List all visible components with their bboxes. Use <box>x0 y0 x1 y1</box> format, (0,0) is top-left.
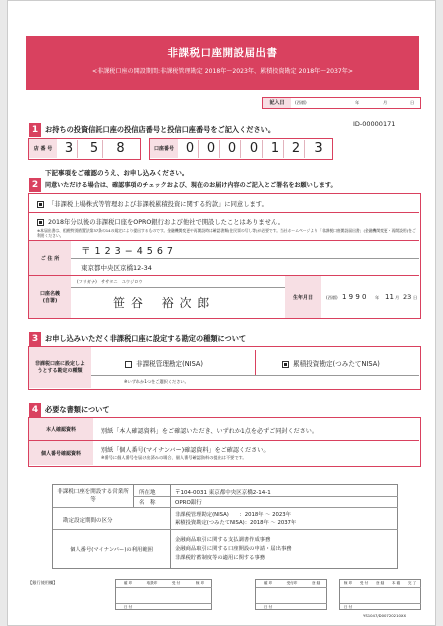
business-org-label: 非課税口座を開設する営業所等 <box>57 489 129 503</box>
mynumber-usage-label: 個人番号(マイナンバー)の利用範囲 <box>70 547 153 553</box>
birth-year[interactable]: 1 9 9 0 <box>342 293 367 301</box>
agreement-checkbox-1[interactable] <box>37 199 268 208</box>
section-3-box <box>28 346 421 390</box>
branch-digit: 5 <box>86 140 103 158</box>
stamp-cell-label: 登 録 <box>311 581 321 585</box>
divider <box>91 375 419 376</box>
option-nisa[interactable] <box>125 358 203 368</box>
address-label: ご 住 所 <box>29 241 71 275</box>
section-2-badge: 2 <box>29 178 41 192</box>
intro-line-1: 下記事項をご確認のうえ、お申し込みください。 <box>45 169 189 177</box>
identity-doc-label: 本人確認資料 <box>29 418 93 440</box>
divider <box>133 496 398 497</box>
birth-month[interactable]: 11 <box>385 293 394 301</box>
divider <box>256 587 327 588</box>
account-digit: 2 <box>288 140 305 158</box>
divider <box>340 587 421 588</box>
mynumber-doc-label: 個人番号確認資料 <box>29 441 93 465</box>
entry-date-day-unit: 日 <box>410 100 415 105</box>
divider <box>116 587 212 588</box>
mynumber-usage-line-3: 非課税貯蓄制度等の適用に関する事務 <box>175 555 266 561</box>
section-2-note: ※本届出書は、租税特別措置法第37条の14の規定により提出するものです。金融機関変更や再開設時は確認書類(住民票の写し等)が必要です。当社ホームページより「非課税口座開設届出書」(金融機関変更・再開設用)をご利用ください。 <box>37 228 416 238</box>
date-label: 日 付 <box>263 605 273 609</box>
section-2-box <box>28 193 421 319</box>
entry-date-label: 記入日 <box>263 98 291 108</box>
account-number-field[interactable] <box>149 138 333 160</box>
section-3-title: お申し込みいただく非課税口座に設定する勘定の種類について <box>45 334 247 343</box>
birth-year-unit: 年 <box>375 295 380 300</box>
divider <box>71 287 285 288</box>
section-1-badge: 1 <box>29 123 41 137</box>
stamp-cell-label: 検 印 <box>343 581 353 585</box>
account-name-label <box>29 276 71 318</box>
divider <box>340 603 421 604</box>
date-label: 日 付 <box>343 605 353 609</box>
birth-day[interactable]: 23 <box>403 293 412 301</box>
branch-number-label: 店 番 号 <box>29 139 57 158</box>
stamp-cell-label: 取扱印 <box>146 581 158 585</box>
branch-digit: 3 <box>61 140 78 158</box>
checkbox-checked-icon[interactable] <box>37 219 44 226</box>
entry-date-era: (西暦) <box>295 100 307 105</box>
section-4-box <box>28 417 421 467</box>
mynumber-usage-line-1: 金融商品取引に関する支払調書作成事務 <box>175 537 271 543</box>
branch-digit: 8 <box>116 141 125 156</box>
postal-mark: 〒 <box>81 246 92 257</box>
stamp-cell-label: 確 印 <box>263 581 273 585</box>
agreement-text-2: 2018年分以後の非課税口座をOPRO銀行および他社で開設したことはありません。 <box>48 219 284 226</box>
address-field[interactable]: 東京都中央区京橋12-34 <box>81 264 152 272</box>
stamp-cell-label: 検 印 <box>195 581 205 585</box>
account-name-label-text: 口座名義 <box>39 291 60 297</box>
checkbox-checked-icon[interactable] <box>282 361 289 368</box>
stamp-cell-label: 確 印 <box>123 581 133 585</box>
account-digit: 0 <box>203 140 220 158</box>
account-type-label: 非課税口座に設定しようとする勘定の種類 <box>29 347 91 388</box>
form-subtitle: <非課税口座の開設期間:非課税管理勘定 2018年〜2023年、累積投資勘定 2018年〜2037年> <box>92 68 353 75</box>
divider <box>116 603 212 604</box>
divider <box>71 258 419 259</box>
account-digit: 0 <box>246 140 263 158</box>
stamp-cell-label: 受付印 <box>286 581 298 585</box>
stamp-cell-label: 登 録 <box>375 581 385 585</box>
form-header <box>26 36 419 90</box>
business-info-table <box>52 484 398 569</box>
period-label: 勘定設定期間の区分 <box>63 518 113 524</box>
option-tsumitate-nisa[interactable] <box>282 358 380 368</box>
section-4-badge: 4 <box>29 403 41 417</box>
stamp-cell-label: 本 確 <box>391 581 401 585</box>
branch-number-field[interactable] <box>28 138 141 160</box>
postal-code: 1 2 3 − 4 5 6 7 <box>94 246 174 257</box>
form-code: YS1047/D00720210XX <box>363 613 407 618</box>
entry-date-year-unit: 年 <box>355 100 360 105</box>
document-id: ID-00000171 <box>353 120 396 128</box>
period-line-1: 非課税管理勘定(NISA) ：2018年 〜 2023年 <box>175 512 291 518</box>
account-digit: 0 <box>224 140 241 158</box>
account-name-label-sub: (自署) <box>42 298 58 304</box>
stamp-cell-label: 完 了 <box>407 581 417 585</box>
option-tsumitate-label: 累積投資勘定(つみたてNISA) <box>293 360 380 368</box>
business-name-label: 名 称 <box>139 500 156 506</box>
checkbox-checked-icon[interactable] <box>37 201 44 208</box>
section-3-badge: 3 <box>29 332 41 346</box>
entry-date-field[interactable] <box>262 97 421 109</box>
business-name-value: OPRO銀行 <box>175 500 202 506</box>
bank-use-box-1 <box>115 579 212 610</box>
furigana-label: (フリガナ) <box>77 279 97 284</box>
checkbox-empty-icon[interactable] <box>125 361 132 368</box>
postal-code-field[interactable] <box>81 243 173 257</box>
divider <box>53 529 398 530</box>
divider <box>170 485 171 569</box>
stamp-cell-label: 受 付 <box>171 581 181 585</box>
account-name-signature[interactable]: 笹 谷 裕 次 郎 <box>113 296 211 310</box>
divider <box>53 507 398 508</box>
mynumber-usage-line-2: 金融商品取引に関する口座開設の申請・届出事務 <box>175 546 292 552</box>
divider <box>29 212 419 213</box>
date-label: 日 付 <box>123 605 133 609</box>
agreement-text-1: 「非課税上場株式等管理および非課税累積投資に関する約款」に同意します。 <box>48 201 268 208</box>
section-1-title: お持ちの投資信託口座の投信店番号と投信口座番号をご記入ください。 <box>45 125 276 134</box>
option-nisa-label: 非課税管理勘定(NISA) <box>136 360 203 368</box>
form-title: 非課税口座開設届出書 <box>167 47 278 59</box>
divider <box>29 275 419 276</box>
furigana-field[interactable]: ササタニ ユウジロウ <box>101 279 143 284</box>
divider <box>255 350 256 375</box>
bank-use-box-2 <box>255 579 327 610</box>
account-digit: 1 <box>267 140 284 158</box>
intro-line-2: 同意いただける場合は、確認事項のチェックおよび、現在のお届け内容のご記入とご署名をお願いします。 <box>45 182 337 189</box>
account-digit: 0 <box>182 140 199 158</box>
mynumber-doc-text: 別紙「個人番号(マイナンバー)確認資料」をご確認ください。 <box>101 447 270 454</box>
stamp-cell-label: 受 付 <box>359 581 369 585</box>
birth-date-label: 生年月日 <box>285 276 321 318</box>
entry-date-month-unit: 月 <box>383 100 388 105</box>
period-line-2: 累積投資勘定(つみたてNISA)：2018年 〜 2037年 <box>175 520 297 526</box>
mynumber-doc-note: ※番号に個人番号を届け出済みの場合、個人番号確認資料の提出は不要です。 <box>101 455 247 460</box>
divider <box>256 603 327 604</box>
section-4-title: 必要な書類について <box>45 405 110 414</box>
birth-era: (西暦) <box>326 295 338 300</box>
bank-use-label: 【銀行使用欄】 <box>28 580 58 585</box>
account-digit: 3 <box>314 141 323 156</box>
bank-use-box-3 <box>339 579 421 610</box>
account-number-label: 口座番号 <box>150 139 178 158</box>
birth-month-unit: 月 <box>395 295 400 300</box>
section-3-note: ※いずれか1つをご選択ください。 <box>124 379 189 384</box>
business-loc-label: 所在地 <box>139 490 156 496</box>
birth-day-unit: 日 <box>413 295 418 300</box>
identity-doc-text: 別紙「本人確認資料」をご確認いただき、いずれか1点を必ずご同封ください。 <box>101 428 318 435</box>
divider <box>29 240 419 241</box>
business-loc-value: 〒104-0031 東京都中央区京橋2-14-1 <box>175 490 271 496</box>
agreement-checkbox-2[interactable] <box>37 217 284 226</box>
application-form-page <box>7 0 436 626</box>
